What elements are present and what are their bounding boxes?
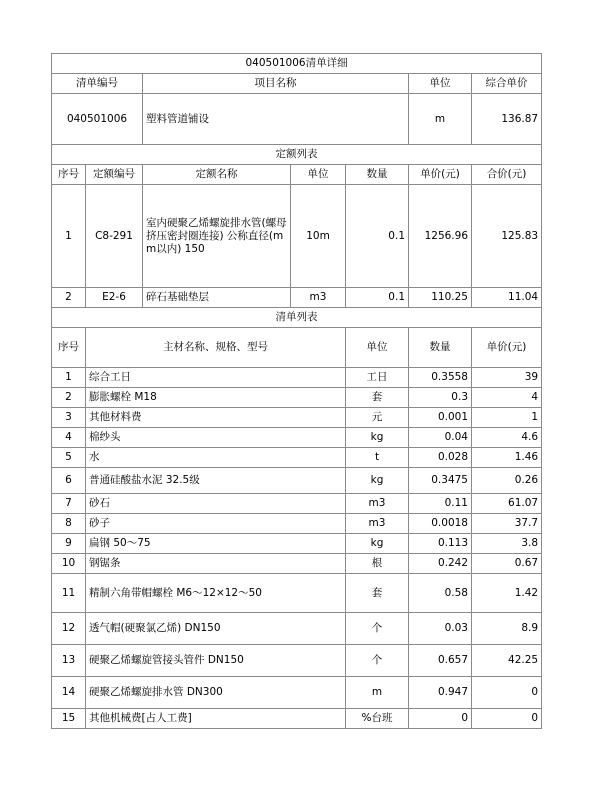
material-unit-price: 1 xyxy=(472,408,542,428)
material-qty: 0.3558 xyxy=(409,368,472,388)
header-unit: 单位 xyxy=(409,74,472,94)
material-name: 钢锯条 xyxy=(86,554,346,574)
material-row xyxy=(52,709,542,729)
summary-row xyxy=(52,94,542,145)
material-unit: 个 xyxy=(346,645,409,677)
quota-header-row xyxy=(52,165,542,185)
material-seq: 4 xyxy=(52,428,86,448)
materials-section-title: 清单列表 xyxy=(52,308,542,328)
material-unit: 套 xyxy=(346,388,409,408)
material-name: 棉纱头 xyxy=(86,428,346,448)
quota-name: 室内硬聚乙烯螺旋排水管(螺母挤压密封圈连接) 公称直径(mm以内) 150 xyxy=(143,185,291,288)
material-qty: 0.3 xyxy=(409,388,472,408)
material-unit-price: 37.7 xyxy=(472,514,542,534)
material-unit: %台班 xyxy=(346,709,409,729)
quota-header-total: 合价(元) xyxy=(472,165,542,185)
material-qty: 0.001 xyxy=(409,408,472,428)
list-code: 040501006 xyxy=(52,94,143,145)
quota-seq: 1 xyxy=(52,185,86,288)
quota-code: C8-291 xyxy=(86,185,143,288)
material-row xyxy=(52,368,542,388)
material-qty: 0.242 xyxy=(409,554,472,574)
quota-qty: 0.1 xyxy=(346,288,409,308)
quota-header-unit: 单位 xyxy=(291,165,346,185)
material-unit: m xyxy=(346,677,409,709)
quota-unit: 10m xyxy=(291,185,346,288)
material-row xyxy=(52,574,542,613)
material-row xyxy=(52,677,542,709)
material-unit-price: 0.26 xyxy=(472,468,542,494)
materials-header-name: 主材名称、规格、型号 xyxy=(86,328,346,368)
quota-name: 碎石基础垫层 xyxy=(143,288,291,308)
material-name: 膨胀螺栓 M18 xyxy=(86,388,346,408)
material-seq: 8 xyxy=(52,514,86,534)
materials-header-row xyxy=(52,328,542,368)
material-unit: 个 xyxy=(346,613,409,645)
item-unit: m xyxy=(409,94,472,145)
material-unit-price: 3.8 xyxy=(472,534,542,554)
material-qty: 0.028 xyxy=(409,448,472,468)
header-composite-price: 综合单价 xyxy=(472,74,542,94)
material-row xyxy=(52,554,542,574)
material-unit-price: 1.46 xyxy=(472,448,542,468)
material-unit: kg xyxy=(346,534,409,554)
material-qty: 0.04 xyxy=(409,428,472,448)
material-name: 其他材料费 xyxy=(86,408,346,428)
quota-header-code: 定额编号 xyxy=(86,165,143,185)
material-unit-price: 4.6 xyxy=(472,428,542,448)
materials-header-qty: 数量 xyxy=(409,328,472,368)
quota-qty: 0.1 xyxy=(346,185,409,288)
material-unit: 根 xyxy=(346,554,409,574)
material-name: 综合工日 xyxy=(86,368,346,388)
material-row xyxy=(52,613,542,645)
composite-price: 136.87 xyxy=(472,94,542,145)
material-unit: 工日 xyxy=(346,368,409,388)
material-seq: 13 xyxy=(52,645,86,677)
material-name: 普通硅酸盐水泥 32.5级 xyxy=(86,468,346,494)
materials-header-unit-price: 单价(元) xyxy=(472,328,542,368)
quota-total: 125.83 xyxy=(472,185,542,288)
material-qty: 0.0018 xyxy=(409,514,472,534)
material-row xyxy=(52,534,542,554)
page-title: 040501006清单详细 xyxy=(52,54,542,74)
material-seq: 5 xyxy=(52,448,86,468)
quota-unit-price: 110.25 xyxy=(409,288,472,308)
material-name: 砂子 xyxy=(86,514,346,534)
quota-unit-price: 1256.96 xyxy=(409,185,472,288)
material-unit-price: 4 xyxy=(472,388,542,408)
quota-row xyxy=(52,288,542,308)
material-name: 硬聚乙烯螺旋管接头管件 DN150 xyxy=(86,645,346,677)
material-qty: 0.03 xyxy=(409,613,472,645)
material-unit-price: 0.67 xyxy=(472,554,542,574)
quota-header-unit-price: 单价(元) xyxy=(409,165,472,185)
header-item-name: 项目名称 xyxy=(143,74,409,94)
material-unit: kg xyxy=(346,468,409,494)
material-seq: 14 xyxy=(52,677,86,709)
material-seq: 7 xyxy=(52,494,86,514)
material-unit-price: 0 xyxy=(472,709,542,729)
quota-code: E2-6 xyxy=(86,288,143,308)
material-seq: 9 xyxy=(52,534,86,554)
material-unit: t xyxy=(346,448,409,468)
material-name: 其他机械费[占人工费] xyxy=(86,709,346,729)
material-qty: 0 xyxy=(409,709,472,729)
quota-header-name: 定额名称 xyxy=(143,165,291,185)
material-row xyxy=(52,645,542,677)
material-name: 硬聚乙烯螺旋排水管 DN300 xyxy=(86,677,346,709)
quota-total: 11.04 xyxy=(472,288,542,308)
material-seq: 11 xyxy=(52,574,86,613)
materials-header-unit: 单位 xyxy=(346,328,409,368)
material-row xyxy=(52,514,542,534)
quota-header-qty: 数量 xyxy=(346,165,409,185)
material-seq: 12 xyxy=(52,613,86,645)
material-row xyxy=(52,408,542,428)
material-seq: 2 xyxy=(52,388,86,408)
material-unit-price: 8.9 xyxy=(472,613,542,645)
material-qty: 0.113 xyxy=(409,534,472,554)
material-name: 砂石 xyxy=(86,494,346,514)
material-seq: 15 xyxy=(52,709,86,729)
material-row xyxy=(52,468,542,494)
item-name: 塑料管道铺设 xyxy=(143,94,409,145)
material-qty: 0.58 xyxy=(409,574,472,613)
material-name: 透气帽(硬聚氯乙烯) DN150 xyxy=(86,613,346,645)
material-unit-price: 42.25 xyxy=(472,645,542,677)
material-seq: 6 xyxy=(52,468,86,494)
material-qty: 0.11 xyxy=(409,494,472,514)
material-qty: 0.3475 xyxy=(409,468,472,494)
material-name: 扁钢 50～75 xyxy=(86,534,346,554)
material-unit-price: 1.42 xyxy=(472,574,542,613)
material-name: 水 xyxy=(86,448,346,468)
material-unit: kg xyxy=(346,428,409,448)
material-row xyxy=(52,388,542,408)
material-row xyxy=(52,428,542,448)
material-row xyxy=(52,448,542,468)
material-unit: 元 xyxy=(346,408,409,428)
material-unit: m3 xyxy=(346,494,409,514)
material-unit: m3 xyxy=(346,514,409,534)
quota-section-title: 定额列表 xyxy=(52,145,542,165)
material-qty: 0.947 xyxy=(409,677,472,709)
quota-unit: m3 xyxy=(291,288,346,308)
quota-row xyxy=(52,185,542,288)
material-seq: 3 xyxy=(52,408,86,428)
summary-header-row xyxy=(52,74,542,94)
header-list-code: 清单编号 xyxy=(52,74,143,94)
material-unit-price: 39 xyxy=(472,368,542,388)
material-unit-price: 61.07 xyxy=(472,494,542,514)
materials-header-seq: 序号 xyxy=(52,328,86,368)
quota-seq: 2 xyxy=(52,288,86,308)
material-qty: 0.657 xyxy=(409,645,472,677)
detail-table xyxy=(51,53,542,729)
material-unit: 套 xyxy=(346,574,409,613)
material-seq: 1 xyxy=(52,368,86,388)
material-row xyxy=(52,494,542,514)
material-seq: 10 xyxy=(52,554,86,574)
quota-header-seq: 序号 xyxy=(52,165,86,185)
material-name: 精制六角带帽螺栓 M6～12×12～50 xyxy=(86,574,346,613)
material-unit-price: 0 xyxy=(472,677,542,709)
